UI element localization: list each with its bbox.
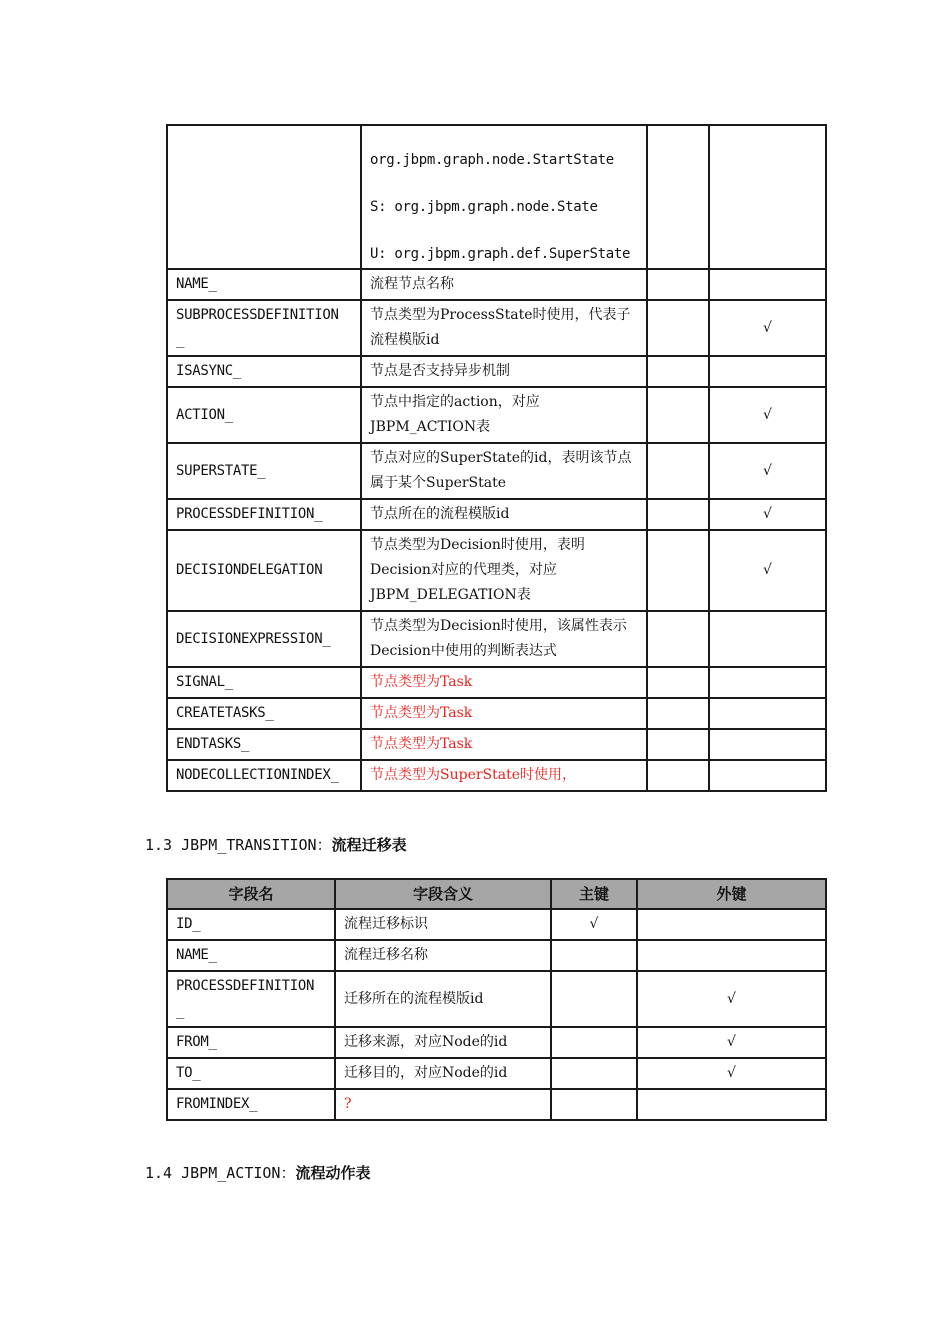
table-row xyxy=(167,1089,826,1120)
table-row xyxy=(167,611,826,667)
field-cell: NODECOLLECTIONINDEX_ xyxy=(167,760,361,791)
fk-cell xyxy=(637,1089,826,1120)
field-cell: DECISIONDELEGATION xyxy=(167,530,361,611)
table-row xyxy=(167,530,826,611)
field-cell: SIGNAL_ xyxy=(167,667,361,698)
field-cell: PROCESSDEFINITION_ xyxy=(167,499,361,530)
desc-cell: 节点类型为Decision时使用，该属性表示Decision中使用的判断表达式 xyxy=(361,611,647,667)
table-row xyxy=(167,729,826,760)
node-table xyxy=(166,124,827,792)
fk-cell: √ xyxy=(709,300,826,356)
desc-cell: 节点类型为Task xyxy=(361,729,647,760)
header-primary-key: 主键 xyxy=(551,879,637,909)
table-row xyxy=(167,971,826,1027)
field-cell: NAME_ xyxy=(167,269,361,300)
field-cell: ISASYNC_ xyxy=(167,356,361,387)
pk-cell xyxy=(647,667,709,698)
transition-table xyxy=(166,878,827,1121)
table-row xyxy=(167,667,826,698)
desc-cell: 节点中指定的action，对应JBPM_ACTION表 xyxy=(361,387,647,443)
fk-cell xyxy=(709,667,826,698)
table-row xyxy=(167,356,826,387)
fk-cell xyxy=(709,269,826,300)
field-cell: FROMINDEX_ xyxy=(167,1089,335,1120)
type-list-cell xyxy=(361,125,647,269)
field-cell: NAME_ xyxy=(167,940,335,971)
table-row xyxy=(167,269,826,300)
fk-cell xyxy=(709,611,826,667)
field-cell: ACTION_ xyxy=(167,387,361,443)
pk-cell xyxy=(551,971,637,1027)
type-line: S: org.jbpm.graph.node.State xyxy=(370,199,598,215)
field-cell: DECISIONEXPRESSION_ xyxy=(167,611,361,667)
pk-cell: √ xyxy=(551,909,637,940)
desc-cell: 迁移所在的流程模版id xyxy=(335,971,551,1027)
fk-cell: √ xyxy=(709,499,826,530)
desc-cell: 节点所在的流程模版id xyxy=(361,499,647,530)
fk-cell xyxy=(709,356,826,387)
fk-cell xyxy=(709,760,826,791)
table-row xyxy=(167,499,826,530)
desc-cell: 迁移目的，对应Node的id xyxy=(335,1058,551,1089)
desc-cell: 流程迁移标识 xyxy=(335,909,551,940)
table-row xyxy=(167,909,826,940)
desc-cell: 节点类型为Task xyxy=(361,667,647,698)
field-cell: SUPERSTATE_ xyxy=(167,443,361,499)
fk-cell: √ xyxy=(709,530,826,611)
field-cell xyxy=(167,125,361,269)
pk-cell xyxy=(647,269,709,300)
pk-cell xyxy=(647,611,709,667)
pk-cell xyxy=(647,300,709,356)
pk-cell xyxy=(647,530,709,611)
table-row xyxy=(167,1027,826,1058)
desc-cell: 节点类型为Task xyxy=(361,698,647,729)
pk-cell xyxy=(647,499,709,530)
table-row xyxy=(167,125,826,269)
table-row xyxy=(167,698,826,729)
header-foreign-key: 外键 xyxy=(637,879,826,909)
desc-cell: ? xyxy=(335,1089,551,1120)
header-field-meaning: 字段含义 xyxy=(335,879,551,909)
desc-cell: 节点对应的SuperState的id，表明该节点属于某个SuperState xyxy=(361,443,647,499)
pk-cell xyxy=(647,125,709,269)
field-cell: TO_ xyxy=(167,1058,335,1089)
pk-cell xyxy=(647,356,709,387)
field-cell: ENDTASKS_ xyxy=(167,729,361,760)
table-row xyxy=(167,300,826,356)
desc-cell: 节点类型为SuperState时使用， xyxy=(361,760,647,791)
desc-cell: 节点是否支持异步机制 xyxy=(361,356,647,387)
table-row xyxy=(167,760,826,791)
fk-cell xyxy=(709,729,826,760)
type-line: org.jbpm.graph.node.StartState xyxy=(370,152,614,168)
desc-cell: 迁移来源，对应Node的id xyxy=(335,1027,551,1058)
fk-cell xyxy=(637,909,826,940)
pk-cell xyxy=(551,940,637,971)
field-cell: FROM_ xyxy=(167,1027,335,1058)
header-row xyxy=(167,879,826,909)
fk-cell: √ xyxy=(709,387,826,443)
desc-cell: 节点类型为ProcessState时使用，代表子流程模版id xyxy=(361,300,647,356)
field-cell: CREATETASKS_ xyxy=(167,698,361,729)
field-cell: PROCESSDEFINITION _ xyxy=(167,971,335,1027)
fk-cell xyxy=(709,698,826,729)
pk-cell xyxy=(551,1089,637,1120)
section-heading-1-3: 1.3 JBPM_TRANSITION：流程迁移表 xyxy=(145,836,407,854)
field-cell: SUBPROCESSDEFINITION _ xyxy=(167,300,361,356)
field-cell: ID_ xyxy=(167,909,335,940)
type-line: U: org.jbpm.graph.def.SuperState xyxy=(370,246,631,262)
pk-cell xyxy=(647,698,709,729)
pk-cell xyxy=(647,443,709,499)
table-row xyxy=(167,443,826,499)
desc-cell: 节点类型为Decision时使用，表明Decision对应的代理类，对应JBPM_DELEGATION表 xyxy=(361,530,647,611)
pk-cell xyxy=(551,1058,637,1089)
pk-cell xyxy=(647,729,709,760)
pk-cell xyxy=(551,1027,637,1058)
fk-cell: √ xyxy=(637,971,826,1027)
header-field-name: 字段名 xyxy=(167,879,335,909)
desc-cell: 流程节点名称 xyxy=(361,269,647,300)
desc-cell: 流程迁移名称 xyxy=(335,940,551,971)
table-row xyxy=(167,940,826,971)
fk-cell: √ xyxy=(637,1027,826,1058)
section-heading-1-4: 1.4 JBPM_ACTION：流程动作表 xyxy=(145,1164,371,1182)
fk-cell: √ xyxy=(709,443,826,499)
fk-cell xyxy=(637,940,826,971)
pk-cell xyxy=(647,760,709,791)
fk-cell: √ xyxy=(637,1058,826,1089)
pk-cell xyxy=(647,387,709,443)
table-row xyxy=(167,387,826,443)
table-row xyxy=(167,1058,826,1089)
fk-cell xyxy=(709,125,826,269)
